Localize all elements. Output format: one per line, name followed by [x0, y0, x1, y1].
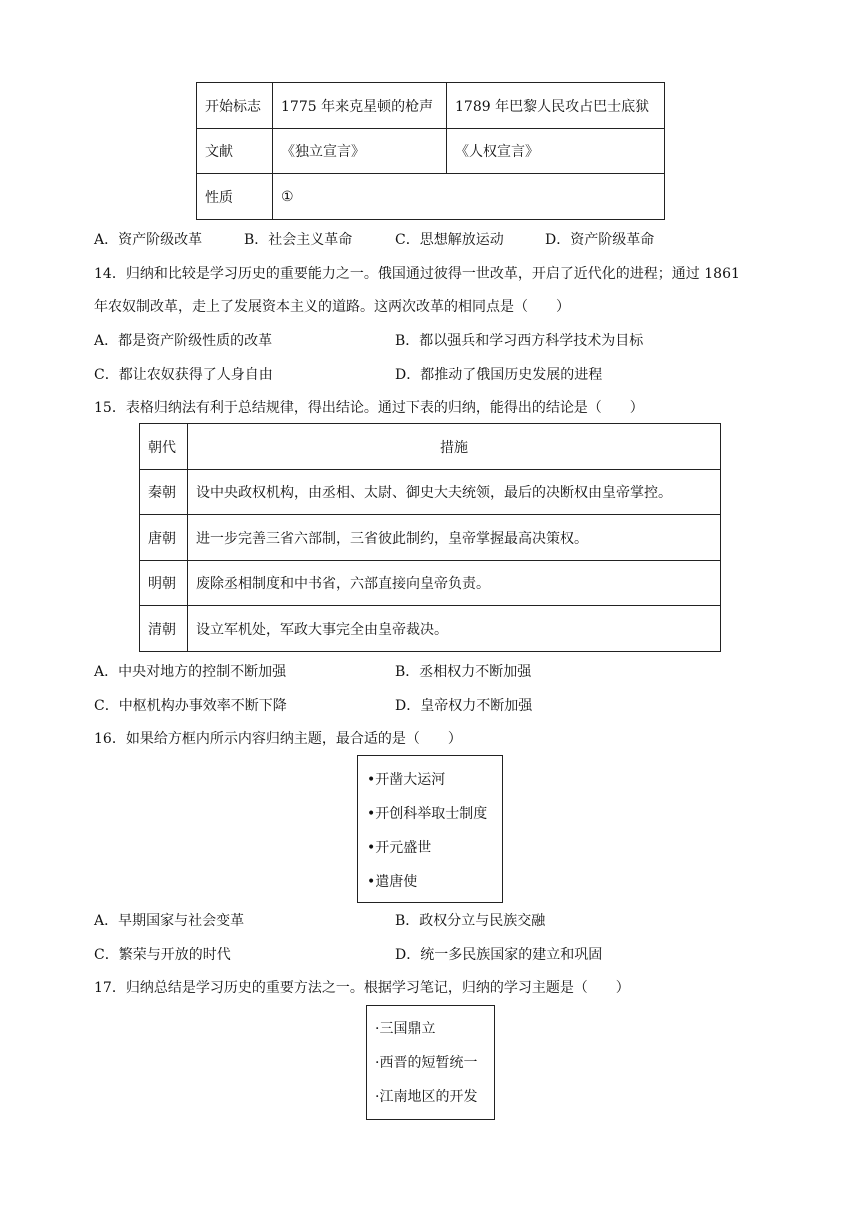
- table-cell: 明朝: [140, 561, 188, 606]
- table-cell: ①: [273, 174, 665, 220]
- table-cell: 性质: [197, 174, 273, 220]
- q16-option-c[interactable]: C．繁荣与开放的时代: [94, 947, 231, 963]
- table-cell: 清朝: [140, 606, 188, 652]
- q15-option-d[interactable]: D．皇帝权力不断加强: [395, 698, 533, 714]
- table-cell: 设立军机处，军政大事完全由皇帝裁决。: [188, 606, 721, 652]
- q15-option-a[interactable]: A．中央对地方的控制不断加强: [94, 664, 287, 680]
- q16-option-b[interactable]: B．政权分立与民族交融: [395, 913, 546, 929]
- q14-option-a[interactable]: A．都是资产阶级性质的改革: [94, 333, 273, 349]
- table-cell: 秦朝: [140, 470, 188, 515]
- q13-option-a[interactable]: A．资产阶级改革: [94, 232, 203, 248]
- revolution-comparison-table: [196, 82, 665, 220]
- table-cell: 文献: [197, 129, 273, 174]
- notes-item: •遣唐使: [367, 874, 418, 890]
- q14-stem-line2: 年农奴制改革，走上了发展资本主义的道路。这两次改革的相同点是（ ）: [94, 299, 570, 315]
- q13-option-c[interactable]: C．思想解放运动: [395, 232, 504, 248]
- table-row: [140, 606, 721, 652]
- table-row: [197, 83, 665, 129]
- table-cell: 设中央政权机构，由丞相、太尉、御史大夫统领，最后的决断权由皇帝掌控。: [188, 470, 721, 515]
- q13-option-d[interactable]: D．资产阶级革命: [545, 232, 655, 248]
- q14-option-c[interactable]: C．都让农奴获得了人身自由: [94, 367, 273, 383]
- notes-item: •开元盛世: [367, 840, 432, 856]
- notes-item: ·西晋的短暂统一: [375, 1055, 478, 1071]
- q17-stem: 17．归纳总结是学习历史的重要方法之一。根据学习笔记，归纳的学习主题是（ ）: [94, 980, 630, 996]
- table-header-row: [140, 424, 721, 470]
- q16-notes-box: [357, 755, 503, 903]
- q14-stem-line1: 14．归纳和比较是学习历史的重要能力之一。俄国通过彼得一世改革，开启了近代化的进程；通过 1861: [94, 266, 740, 282]
- q14-option-b[interactable]: B．都以强兵和学习西方科学技术为目标: [395, 333, 644, 349]
- table-cell: 唐朝: [140, 515, 188, 561]
- q15-option-c[interactable]: C．中枢机构办事效率不断下降: [94, 698, 287, 714]
- table-row: [197, 129, 665, 174]
- q16-option-d[interactable]: D．统一多民族国家的建立和巩固: [395, 947, 603, 963]
- table-cell: 废除丞相制度和中书省，六部直接向皇帝负责。: [188, 561, 721, 606]
- table-header: 措施: [188, 424, 721, 470]
- table-cell: 1789 年巴黎人民攻占巴士底狱: [447, 83, 665, 129]
- notes-item: •开创科举取士制度: [367, 806, 488, 822]
- table-row: [140, 561, 721, 606]
- q15-stem: 15．表格归纳法有利于总结规律，得出结论。通过下表的归纳，能得出的结论是（ ）: [94, 400, 644, 416]
- dynasty-measures-table: [139, 423, 721, 652]
- table-row: [140, 515, 721, 561]
- notes-item: ·三国鼎立: [375, 1021, 436, 1037]
- table-cell: 1775 年来克星顿的枪声: [273, 83, 447, 129]
- q16-stem: 16．如果给方框内所示内容归纳主题，最合适的是（ ）: [94, 731, 462, 747]
- table-cell: 进一步完善三省六部制，三省彼此制约，皇帝掌握最高决策权。: [188, 515, 721, 561]
- q17-notes-box: [366, 1005, 495, 1120]
- table-cell: 《人权宣言》: [447, 129, 665, 174]
- notes-item: •开凿大运河: [367, 772, 446, 788]
- q15-option-b[interactable]: B．丞相权力不断加强: [395, 664, 532, 680]
- table-cell: 开始标志: [197, 83, 273, 129]
- q14-option-d[interactable]: D．都推动了俄国历史发展的进程: [395, 367, 603, 383]
- q16-option-a[interactable]: A．早期国家与社会变革: [94, 913, 245, 929]
- table-row: [197, 174, 665, 220]
- table-cell: 《独立宣言》: [273, 129, 447, 174]
- notes-item: ·江南地区的开发: [375, 1089, 478, 1105]
- q13-option-b[interactable]: B．社会主义革命: [244, 232, 353, 248]
- table-row: [140, 470, 721, 515]
- table-header: 朝代: [140, 424, 188, 470]
